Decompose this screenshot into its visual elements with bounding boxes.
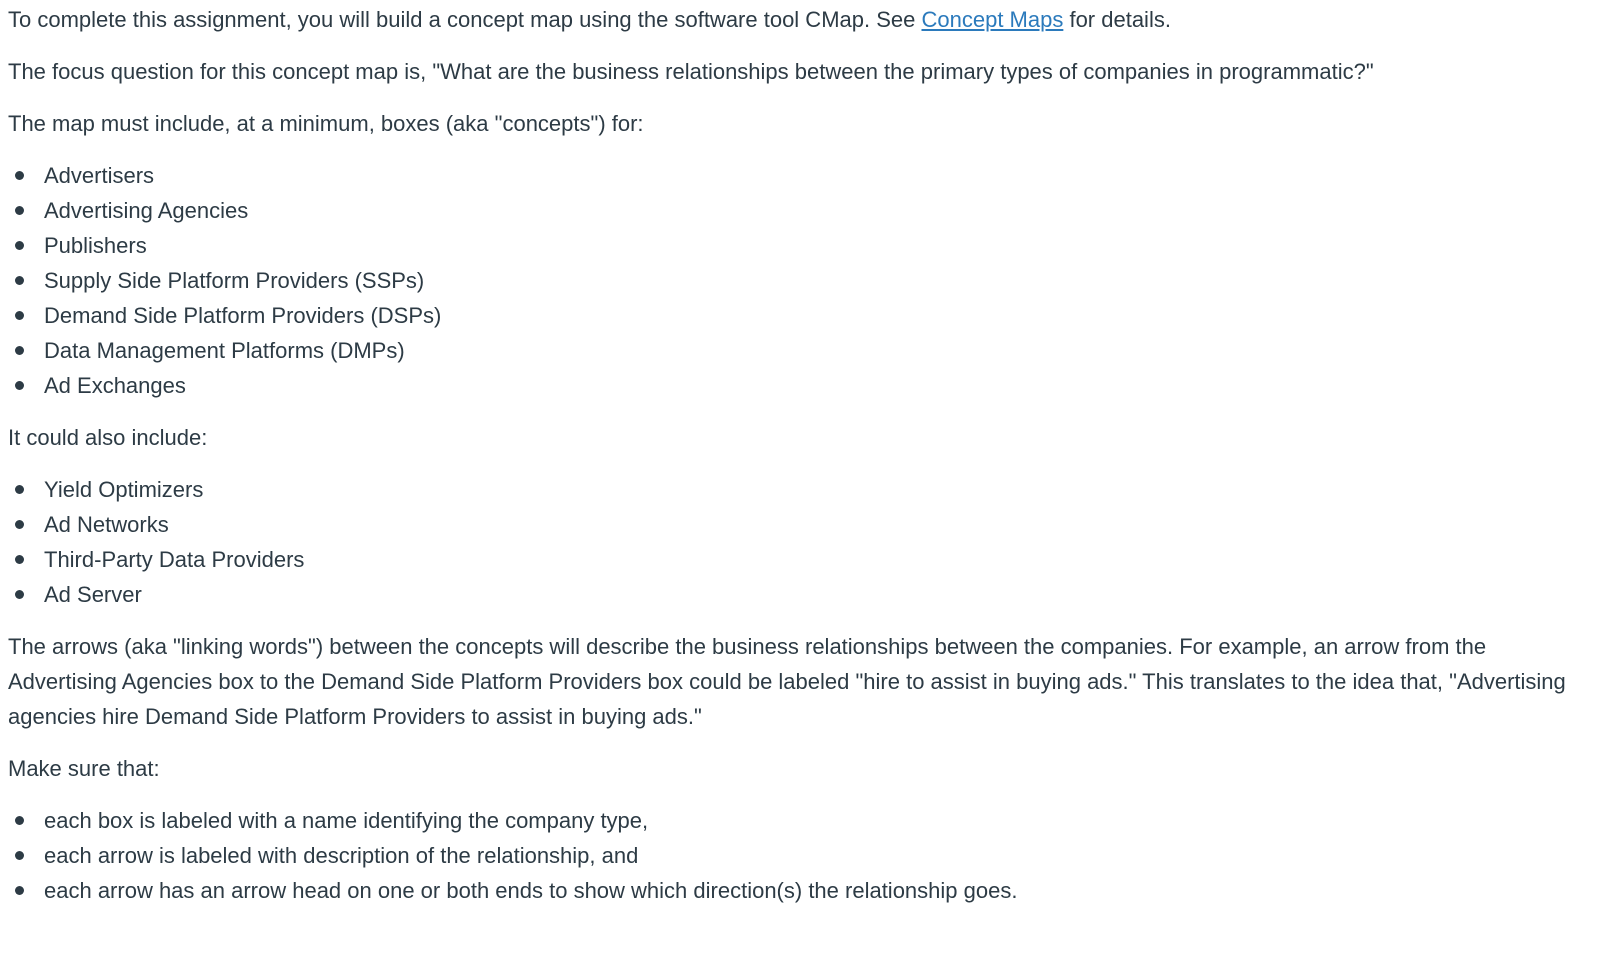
required-intro: The map must include, at a minimum, boxes (aka "concepts") for: xyxy=(8,111,644,136)
list-item-label: Yield Optimizers xyxy=(44,477,204,502)
list-item-label: each arrow is labeled with description of the relationship, and xyxy=(44,843,639,868)
list-item xyxy=(8,333,1590,368)
bullet-icon xyxy=(15,276,24,285)
list-item xyxy=(8,472,1590,507)
list-item-label: Ad Networks xyxy=(44,512,169,537)
list-item xyxy=(8,228,1590,263)
list-item xyxy=(8,158,1590,193)
bullet-icon xyxy=(15,851,24,860)
intro-text-end: for details. xyxy=(1063,7,1171,32)
optional-concepts-list xyxy=(8,472,1590,612)
list-item xyxy=(8,873,1590,908)
concept-maps-link[interactable]: Concept Maps xyxy=(921,7,1064,32)
bullet-icon xyxy=(15,520,24,529)
bullet-icon xyxy=(15,346,24,355)
arrows-paragraph: The arrows (aka "linking words") between the concepts will describe the business relationships between the companies. For example, an arrow from the Advertising Agencies box to the Demand Side Platform Providers box could be labeled "hire to assist in buying ads." This translates to the idea that, "Advertising agencies hire Demand Side Platform Providers to assist in buying ads." xyxy=(8,634,1566,729)
list-item-label: Ad Server xyxy=(44,582,142,607)
make-sure-list xyxy=(8,803,1590,908)
list-item-label: each arrow has an arrow head on one or both ends to show which direction(s) the relationship goes. xyxy=(44,878,1018,903)
bullet-icon xyxy=(15,206,24,215)
list-item-label: Publishers xyxy=(44,233,147,258)
bullet-icon xyxy=(15,241,24,250)
list-item-label: Ad Exchanges xyxy=(44,373,186,398)
list-item xyxy=(8,368,1590,403)
list-item xyxy=(8,803,1590,838)
list-item xyxy=(8,542,1590,577)
list-item-label: each box is labeled with a name identifying the company type, xyxy=(44,808,649,833)
bullet-icon xyxy=(15,555,24,564)
optional-intro: It could also include: xyxy=(8,425,208,450)
required-concepts-list xyxy=(8,158,1590,403)
bullet-icon xyxy=(15,886,24,895)
list-item-label: Data Management Platforms (DMPs) xyxy=(44,338,405,363)
list-item-label: Advertising Agencies xyxy=(44,198,249,223)
bullet-icon xyxy=(15,381,24,390)
list-item-label: Advertisers xyxy=(44,163,155,188)
bullet-icon xyxy=(15,590,24,599)
list-item xyxy=(8,263,1590,298)
list-item xyxy=(8,193,1590,228)
make-sure-intro: Make sure that: xyxy=(8,756,160,781)
list-item xyxy=(8,577,1590,612)
intro-text: To complete this assignment, you will build a concept map using the software tool CMap. See xyxy=(8,7,922,32)
list-item-label: Supply Side Platform Providers (SSPs) xyxy=(44,268,425,293)
list-item xyxy=(8,838,1590,873)
focus-question-paragraph: The focus question for this concept map is, "What are the business relationships between the primary types of companies in programmatic?" xyxy=(8,59,1374,84)
list-item xyxy=(8,298,1590,333)
bullet-icon xyxy=(15,171,24,180)
intro-paragraph xyxy=(8,2,1590,37)
bullet-icon xyxy=(15,816,24,825)
bullet-icon xyxy=(15,485,24,494)
list-item-label: Third-Party Data Providers xyxy=(44,547,305,572)
bullet-icon xyxy=(15,311,24,320)
list-item xyxy=(8,507,1590,542)
list-item-label: Demand Side Platform Providers (DSPs) xyxy=(44,303,442,328)
